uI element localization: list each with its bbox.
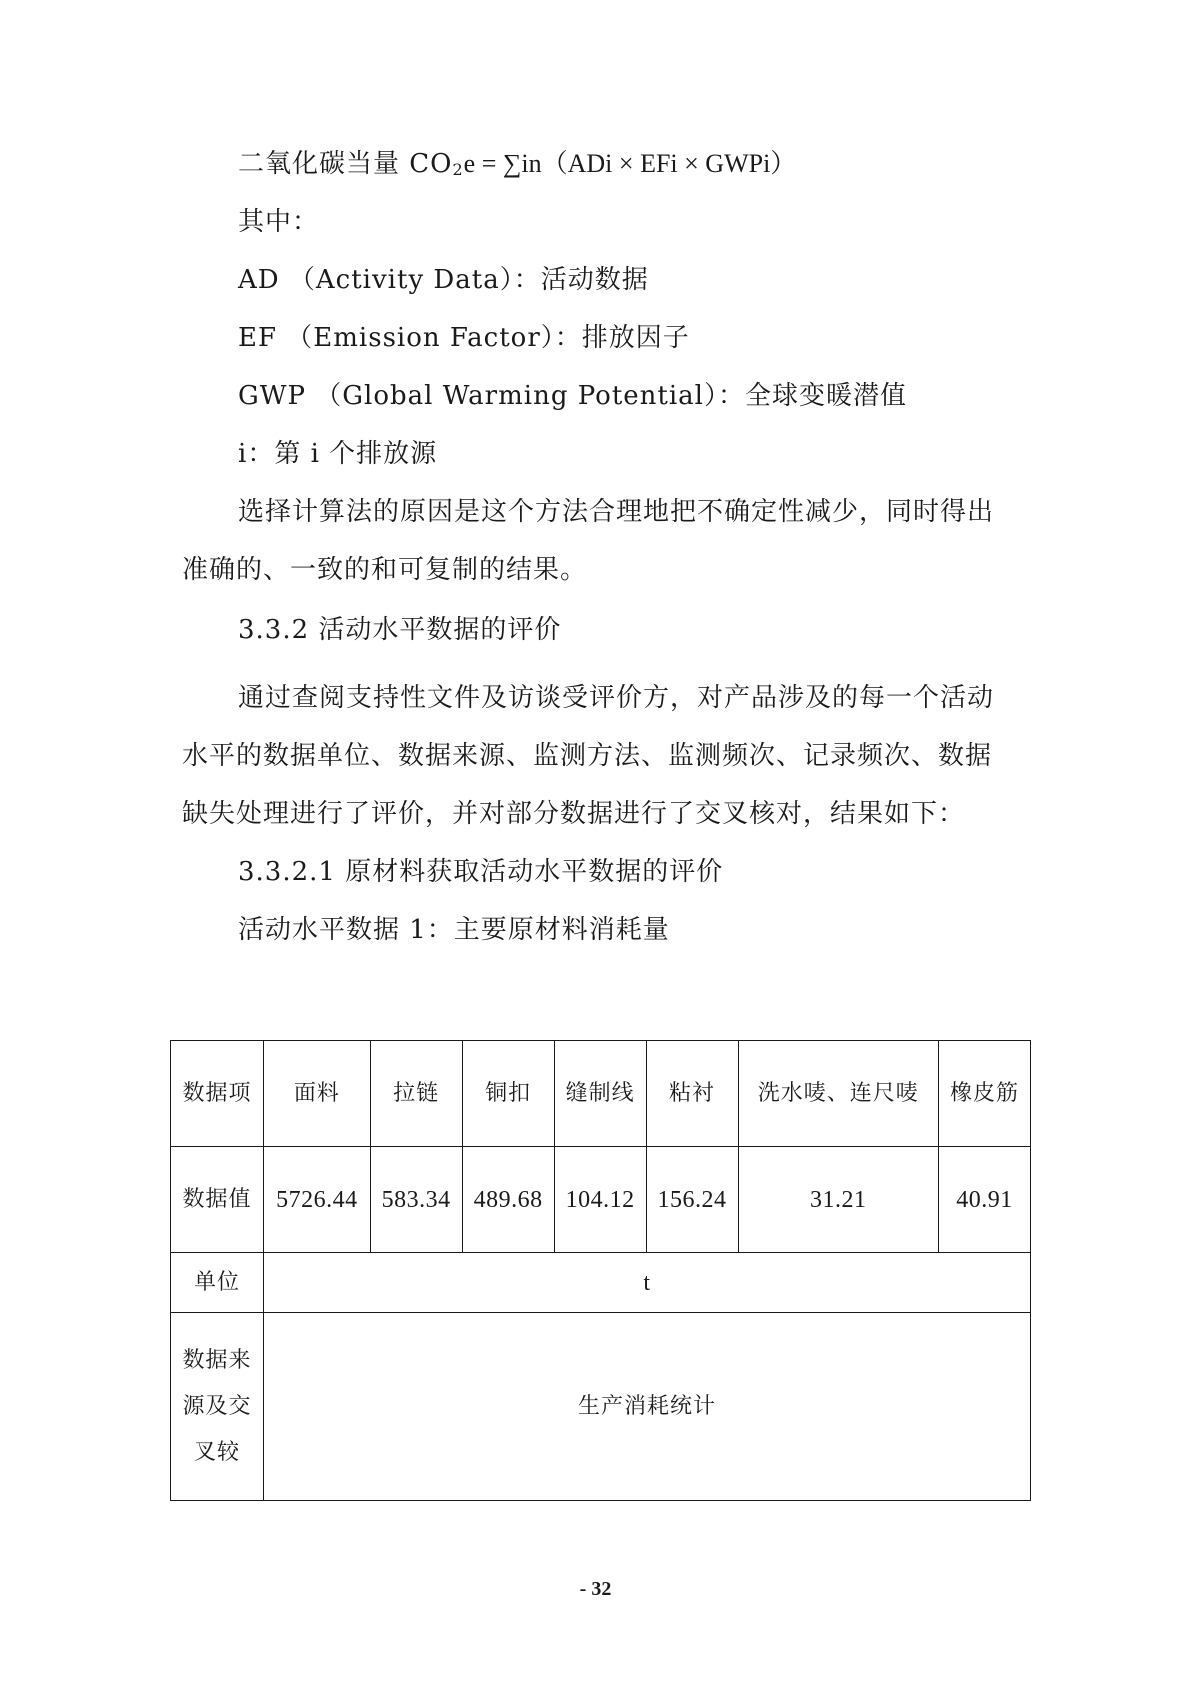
formula-subscript: 2 — [452, 160, 464, 179]
value-cell: 5726.44 — [264, 1147, 371, 1253]
table-row-source — [171, 1313, 1031, 1501]
evaluation-paragraph-line-2: 水平的数据单位、数据来源、监测方法、监测频次、记录频次、数据 — [182, 741, 993, 771]
item-cell: 铜扣 — [462, 1041, 554, 1147]
value-cell: 489.68 — [462, 1147, 554, 1253]
row-header-unit: 单位 — [171, 1253, 264, 1313]
reason-paragraph-line-2: 准确的、一致的和可复制的结果。 — [182, 555, 588, 585]
formula-prefix: 二氧化碳当量 CO — [238, 149, 453, 179]
definition-ad: AD （Activity Data）：活动数据 — [238, 265, 649, 295]
raw-material-table — [170, 1040, 1031, 1501]
evaluation-paragraph-line-3: 缺失处理进行了评价，并对部分数据进行了交叉核对，结果如下： — [182, 799, 966, 829]
value-cell: 104.12 — [554, 1147, 646, 1253]
reason-paragraph-line-1: 选择计算法的原因是这个方法合理地把不确定性减少，同时得出 — [238, 497, 995, 527]
definition-i: i：第 i 个排放源 — [238, 439, 438, 469]
item-cell: 粘衬 — [646, 1041, 738, 1147]
item-cell: 洗水唛、连尺唛 — [738, 1041, 938, 1147]
section-heading: 3.3.2 活动水平数据的评价 — [238, 615, 562, 645]
where-label: 其中： — [238, 207, 320, 237]
evaluation-paragraph-line-1: 通过查阅支持性文件及访谈受评价方，对产品涉及的每一个活动 — [238, 683, 995, 713]
table-row-unit — [171, 1253, 1031, 1313]
table-title: 活动水平数据 1：主要原材料消耗量 — [238, 915, 670, 945]
formula-rest: e = ∑in（ADi × EFi × GWPi） — [463, 149, 797, 178]
table-row-values — [171, 1147, 1031, 1253]
value-cell: 583.34 — [370, 1147, 462, 1253]
item-cell: 面料 — [264, 1041, 371, 1147]
unit-cell: t — [264, 1253, 1031, 1313]
source-cell: 生产消耗统计 — [264, 1313, 1031, 1501]
item-cell: 橡皮筋 — [938, 1041, 1030, 1147]
subsection-heading: 3.3.2.1 原材料获取活动水平数据的评价 — [238, 857, 724, 887]
row-header-values: 数据值 — [171, 1147, 264, 1253]
item-cell: 拉链 — [370, 1041, 462, 1147]
row-header-source: 数据来源及交叉较 — [171, 1313, 264, 1501]
value-cell: 156.24 — [646, 1147, 738, 1253]
row-header-items: 数据项 — [171, 1041, 264, 1147]
formula-line — [238, 146, 796, 188]
value-cell: 40.91 — [938, 1147, 1030, 1253]
item-cell: 缝制线 — [554, 1041, 646, 1147]
definition-ef: EF （Emission Factor）：排放因子 — [238, 323, 690, 353]
definition-gwp: GWP （Global Warming Potential）：全球变暖潜值 — [238, 381, 907, 411]
table-row-items — [171, 1041, 1031, 1147]
value-cell: 31.21 — [738, 1147, 938, 1253]
page-number: - 32 — [579, 1578, 612, 1600]
